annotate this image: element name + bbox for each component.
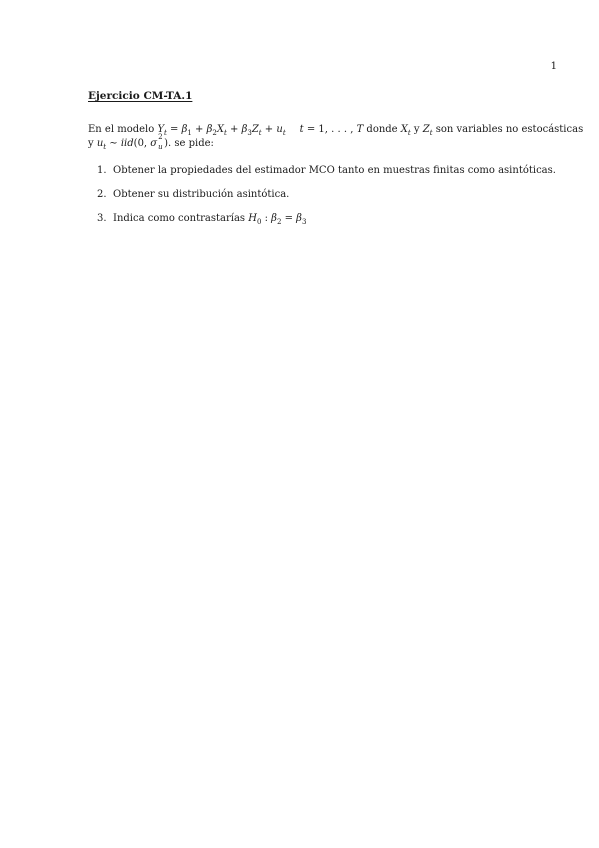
variable-x: $X_t$: [400, 124, 411, 137]
task-list: [97, 164, 557, 236]
hypothesis: $H_0$ : $\beta_2 = \beta_3$: [248, 213, 307, 226]
index-range: t = 1, . . . , T: [299, 124, 364, 135]
intro-line-1: En el modelo $Y_t = \beta_1 + \beta_2X_t + \beta_3Z_t + u_t$ t = 1, . . . , T donde $X_t$ y $Z_t$ son variables no estocásticas: [88, 124, 584, 137]
list-item: 1. Obtener la propiedades del estimador MCO tanto en muestras finitas como asintóticas.: [97, 165, 556, 176]
model-equation: $Y_t = \beta_1 + \beta_2X_t + \beta_3Z_t + u_t$: [157, 124, 286, 137]
exercise-heading: Ejercicio CM-TA.1: [88, 90, 193, 102]
error-distribution: $u_t$ ∼ iid(0, σ 2 u ): [96, 133, 169, 151]
intro-paragraph: [88, 123, 584, 151]
page-number: 1: [550, 61, 557, 72]
list-item: 2. Obtener su distribución asintótica.: [97, 189, 290, 200]
intro-line-2: y $u_t$ ∼ iid(0, σ 2 u ). se pide:: [88, 133, 214, 151]
list-item: 3. Indica como contrastarías $H_0$ : $\beta_2 = \beta_3$: [97, 213, 307, 226]
variable-z: $Z_t$: [422, 124, 433, 137]
